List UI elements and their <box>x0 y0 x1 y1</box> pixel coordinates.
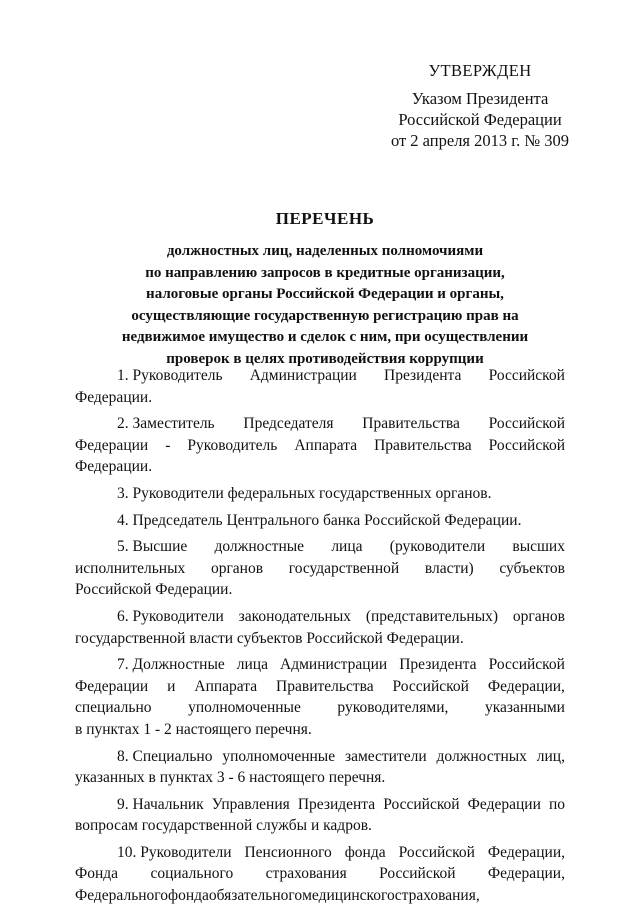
list-word: (представительных) <box>365 607 499 625</box>
list-item-line <box>75 863 565 885</box>
list-word: государственной власти субъектов Российской Федерации. <box>75 629 464 647</box>
list-item-line <box>75 794 565 816</box>
list-word: Правительства <box>362 415 460 433</box>
list-word: лица <box>331 538 363 556</box>
list-word: Администрации <box>280 656 388 674</box>
list-word: органов <box>210 559 264 577</box>
officials-list <box>75 365 565 912</box>
list-item-line <box>75 413 565 435</box>
list-word: Президента <box>399 656 477 674</box>
list-word: должностных <box>436 747 527 765</box>
list-word: Председателя <box>243 415 334 433</box>
list-word: Российской <box>488 436 565 454</box>
list-item-line <box>75 885 565 907</box>
list-word: вопросам государственной службы и кадров. <box>75 817 372 835</box>
list-word: Федерации, <box>487 865 565 883</box>
list-word: в пунктах 1 - 2 настоящего перечня. <box>75 720 312 738</box>
list-word: высших <box>512 538 565 556</box>
list-word: 4. Председатель Центрального банка Российской Федерации. <box>117 511 522 529</box>
list-word: обязательного <box>208 887 303 905</box>
list-word: (руководители <box>389 538 486 556</box>
list-item-line <box>75 842 565 864</box>
list-word: Руководитель <box>187 436 278 454</box>
list-word: страхования <box>265 865 347 883</box>
list-item-line <box>75 676 565 698</box>
list-word: 9. Начальник <box>117 795 204 813</box>
list-word: уполномоченные <box>188 699 301 717</box>
list-item <box>75 606 565 649</box>
list-item <box>75 794 565 837</box>
list-word: 3. Руководители федеральных государственных органов. <box>117 484 492 502</box>
list-item-line <box>75 697 565 719</box>
list-word: Пенсионного <box>244 843 332 861</box>
list-word: Фонда <box>75 865 119 883</box>
list-item-line <box>75 654 565 676</box>
list-word: Российской <box>379 865 456 883</box>
list-word: Управления <box>211 795 290 813</box>
list-word: Российской <box>488 415 565 433</box>
list-word: Правительства <box>374 436 472 454</box>
list-word: Российской <box>488 367 565 384</box>
subtitle-line: осуществляющие государственную регистрацию прав на <box>131 307 519 324</box>
list-word: должностные <box>214 538 305 556</box>
list-word: Федерации, <box>487 843 565 861</box>
list-word: Российской Федерации. <box>75 581 233 599</box>
list-word: 2. Заместитель <box>117 415 215 433</box>
list-item-line <box>75 579 565 601</box>
list-word: - <box>165 436 171 454</box>
list-word: фонда <box>168 887 209 905</box>
list-word: лиц, <box>536 747 565 765</box>
list-item <box>75 413 565 478</box>
list-word: государственной <box>288 559 400 577</box>
document-title: ПЕРЕЧЕНЬ <box>275 209 375 228</box>
list-word: указанными <box>484 699 565 717</box>
list-word: Аппарата <box>294 436 358 454</box>
list-item <box>75 510 565 532</box>
list-word: по <box>548 795 565 813</box>
subtitle-line: налоговые органы Российской Федерации и органы, <box>146 286 504 302</box>
subtitle-line: по направлению запросов в кредитные организации, <box>145 264 505 281</box>
approval-stamp: УТВЕРЖДЕН <box>428 61 532 80</box>
list-word: Федерации <box>75 436 149 454</box>
list-word: страхования, <box>394 887 480 905</box>
list-word: специально <box>75 699 152 717</box>
list-word: 1. Руководитель <box>117 367 223 384</box>
list-word: исполнительных <box>75 559 186 577</box>
list-item <box>75 746 565 789</box>
list-word: Российской <box>383 795 460 813</box>
list-word: Российской <box>392 677 469 695</box>
list-word: Федерального <box>75 887 169 905</box>
subtitle-line: недвижимое имущество и сделок с ним, при осуществлении <box>121 329 529 345</box>
list-item-line <box>75 628 565 650</box>
list-word: медицинского <box>302 887 395 905</box>
list-item <box>75 536 565 601</box>
list-word: Президента <box>384 367 462 384</box>
list-word: Российской <box>488 656 565 674</box>
approval-line: Указом Президента <box>411 89 549 108</box>
list-word: 6. Руководители <box>117 607 224 625</box>
list-word: Федерации <box>75 677 149 695</box>
list-item <box>75 365 565 408</box>
list-word: заместители <box>344 747 427 765</box>
list-word: указанных в пунктах 3 - 6 настоящего перечня. <box>75 769 386 787</box>
list-word: фонда <box>344 843 386 861</box>
subtitle-line: должностных лиц, наделенных полномочиями <box>166 243 484 259</box>
list-word: Российской <box>398 843 475 861</box>
list-word: Федерации, <box>487 677 565 695</box>
list-word: Федерации <box>467 795 541 813</box>
list-item-line <box>75 387 565 409</box>
list-word: и <box>167 677 176 695</box>
list-word: Администрации <box>249 367 357 384</box>
approval-block <box>380 60 580 151</box>
list-item <box>75 842 565 907</box>
list-item-line <box>75 365 565 387</box>
list-word: 5. Высшие <box>117 538 188 556</box>
list-word: уполномоченные <box>222 747 336 765</box>
list-word: Аппарата <box>194 677 258 695</box>
list-word: Федерации. <box>75 388 153 406</box>
subtitle-line: проверок в целях противодействия коррупции <box>166 350 484 367</box>
approval-line: от 2 апреля 2013 г. № 309 <box>390 131 570 150</box>
list-item-line <box>75 483 565 505</box>
list-word: власти) <box>424 559 474 577</box>
list-word: Федерации. <box>75 458 153 476</box>
list-item-line <box>75 815 565 837</box>
list-word: законодательных <box>238 607 351 625</box>
list-item-line <box>75 719 565 741</box>
list-item-line <box>75 558 565 580</box>
list-item <box>75 654 565 740</box>
list-item-line <box>75 767 565 789</box>
list-word: субъектов <box>499 559 565 577</box>
approval-line: Российской Федерации <box>398 110 562 129</box>
list-word: лица <box>236 656 268 674</box>
list-word: социального <box>150 865 234 883</box>
list-word: 7. Должностные <box>117 656 225 674</box>
list-item <box>75 483 565 505</box>
list-item-line <box>75 536 565 558</box>
list-item-line <box>75 746 565 768</box>
list-item-line <box>75 456 565 478</box>
list-word: руководителями, <box>337 699 449 717</box>
list-word: Президента <box>297 795 376 813</box>
list-word: органов <box>512 607 565 625</box>
list-word: Правительства <box>276 677 374 695</box>
list-item-line <box>75 510 565 532</box>
list-word: 8. Специально <box>117 747 213 765</box>
list-item-line <box>75 606 565 628</box>
list-word: 10. Руководители <box>117 843 232 861</box>
document-heading <box>70 208 580 370</box>
list-item-line <box>75 435 565 457</box>
